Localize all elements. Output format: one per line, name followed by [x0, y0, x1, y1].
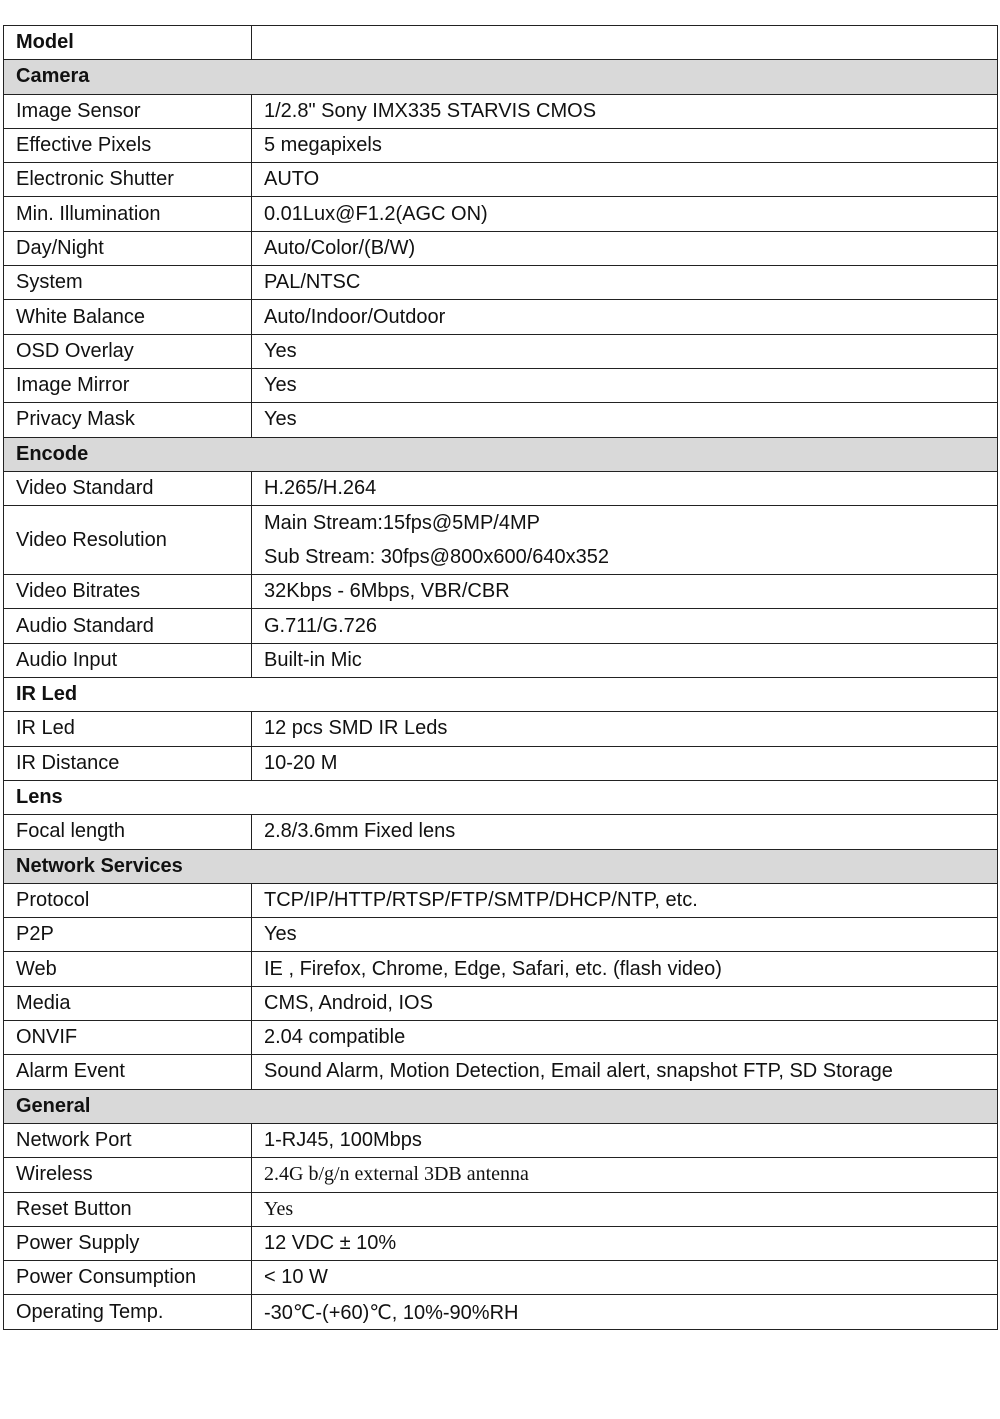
spec-row-system — [4, 266, 998, 300]
spec-row-ir-distance — [4, 746, 998, 780]
spec-row-electronic-shutter — [4, 163, 998, 197]
section-encode — [4, 437, 998, 471]
spec-label: Day/Night — [4, 231, 252, 265]
section-title: Encode — [4, 437, 998, 471]
spec-label: Protocol — [4, 883, 252, 917]
spec-value: 5 megapixels — [252, 128, 998, 162]
model-row — [4, 26, 998, 60]
spec-row-web — [4, 952, 998, 986]
spec-row-privacy-mask — [4, 403, 998, 437]
spec-value: -30℃-(+60)℃, 10%-90%RH — [252, 1295, 998, 1329]
section-camera — [4, 60, 998, 94]
spec-value: 0.01Lux@F1.2(AGC ON) — [252, 197, 998, 231]
spec-row-wireless — [4, 1158, 998, 1192]
section-title: Camera — [4, 60, 998, 94]
spec-row-network-port — [4, 1123, 998, 1157]
spec-table — [3, 25, 998, 1330]
spec-value: IE , Firefox, Chrome, Edge, Safari, etc. (flash video) — [252, 952, 998, 986]
spec-label: White Balance — [4, 300, 252, 334]
spec-row-video-resolution — [4, 506, 998, 575]
spec-label: OSD Overlay — [4, 334, 252, 368]
spec-row-onvif — [4, 1021, 998, 1055]
spec-value: 32Kbps - 6Mbps, VBR/CBR — [252, 575, 998, 609]
model-value — [252, 26, 998, 60]
spec-row-reset-button — [4, 1192, 998, 1226]
section-title: Network Services — [4, 849, 998, 883]
spec-label: P2P — [4, 918, 252, 952]
spec-value-multiline — [252, 506, 998, 575]
spec-row-effective-pixels — [4, 128, 998, 162]
spec-label: Electronic Shutter — [4, 163, 252, 197]
spec-label: Focal length — [4, 815, 252, 849]
spec-label: Wireless — [4, 1158, 252, 1192]
spec-value: 2.04 compatible — [252, 1021, 998, 1055]
spec-row-focal-length — [4, 815, 998, 849]
spec-label: System — [4, 266, 252, 300]
spec-row-alarm-event — [4, 1055, 998, 1089]
spec-value: 1-RJ45, 100Mbps — [252, 1123, 998, 1157]
sub-stream-line: Sub Stream: 30fps@800x600/640x352 — [264, 546, 609, 569]
spec-row-audio-input — [4, 643, 998, 677]
spec-value: 1/2.8" Sony IMX335 STARVIS CMOS — [252, 94, 998, 128]
spec-row-protocol — [4, 883, 998, 917]
spec-label: IR Distance — [4, 746, 252, 780]
spec-value: Yes — [252, 334, 998, 368]
section-ir-led — [4, 678, 998, 712]
spec-value: PAL/NTSC — [252, 266, 998, 300]
spec-label: Audio Input — [4, 643, 252, 677]
section-title: IR Led — [4, 678, 998, 712]
spec-label: Image Sensor — [4, 94, 252, 128]
spec-value: Auto/Indoor/Outdoor — [252, 300, 998, 334]
section-network-services — [4, 849, 998, 883]
spec-value: TCP/IP/HTTP/RTSP/FTP/SMTP/DHCP/NTP, etc. — [252, 883, 998, 917]
spec-label: Media — [4, 986, 252, 1020]
spec-label: Video Standard — [4, 471, 252, 505]
spec-row-day-night — [4, 231, 998, 265]
spec-value: AUTO — [252, 163, 998, 197]
spec-row-audio-standard — [4, 609, 998, 643]
spec-value: Yes — [252, 368, 998, 402]
spec-row-media — [4, 986, 998, 1020]
spec-value: 12 VDC ± 10% — [252, 1226, 998, 1260]
main-stream-line: Main Stream:15fps@5MP/4MP — [264, 512, 540, 535]
spec-row-image-sensor — [4, 94, 998, 128]
spec-label: Operating Temp. — [4, 1295, 252, 1329]
spec-value: Yes — [252, 403, 998, 437]
spec-value: Yes — [252, 1192, 998, 1226]
spec-value: 2.8/3.6mm Fixed lens — [252, 815, 998, 849]
spec-label: Power Consumption — [4, 1261, 252, 1295]
spec-value: 10-20 M — [252, 746, 998, 780]
spec-label: Privacy Mask — [4, 403, 252, 437]
section-lens — [4, 780, 998, 814]
spec-label: ONVIF — [4, 1021, 252, 1055]
spec-value: CMS, Android, IOS — [252, 986, 998, 1020]
spec-row-video-standard — [4, 471, 998, 505]
spec-row-video-bitrates — [4, 575, 998, 609]
spec-row-power-consumption — [4, 1261, 998, 1295]
section-general — [4, 1089, 998, 1123]
spec-value: Sound Alarm, Motion Detection, Email alert, snapshot FTP, SD Storage — [252, 1055, 998, 1089]
spec-label: IR Led — [4, 712, 252, 746]
spec-row-white-balance — [4, 300, 998, 334]
section-title: General — [4, 1089, 998, 1123]
spec-label: Power Supply — [4, 1226, 252, 1260]
spec-row-p2p — [4, 918, 998, 952]
model-label: Model — [4, 26, 252, 60]
spec-value: G.711/G.726 — [252, 609, 998, 643]
spec-value: Auto/Color/(B/W) — [252, 231, 998, 265]
spec-label: Image Mirror — [4, 368, 252, 402]
spec-value: 2.4G b/g/n external 3DB antenna — [252, 1158, 998, 1192]
spec-row-power-supply — [4, 1226, 998, 1260]
spec-row-ir-led — [4, 712, 998, 746]
spec-row-osd-overlay — [4, 334, 998, 368]
spec-label: Web — [4, 952, 252, 986]
spec-label: Audio Standard — [4, 609, 252, 643]
spec-label: Network Port — [4, 1123, 252, 1157]
spec-label: Video Bitrates — [4, 575, 252, 609]
spec-value: H.265/H.264 — [252, 471, 998, 505]
section-title: Lens — [4, 780, 998, 814]
spec-value: Built-in Mic — [252, 643, 998, 677]
spec-label: Reset Button — [4, 1192, 252, 1226]
spec-value: 12 pcs SMD IR Leds — [252, 712, 998, 746]
spec-label: Video Resolution — [4, 506, 252, 575]
spec-label: Min. Illumination — [4, 197, 252, 231]
spec-row-image-mirror — [4, 368, 998, 402]
spec-value: < 10 W — [252, 1261, 998, 1295]
spec-row-min-illumination — [4, 197, 998, 231]
spec-row-operating-temp — [4, 1295, 998, 1329]
spec-label: Alarm Event — [4, 1055, 252, 1089]
spec-label: Effective Pixels — [4, 128, 252, 162]
spec-value: Yes — [252, 918, 998, 952]
